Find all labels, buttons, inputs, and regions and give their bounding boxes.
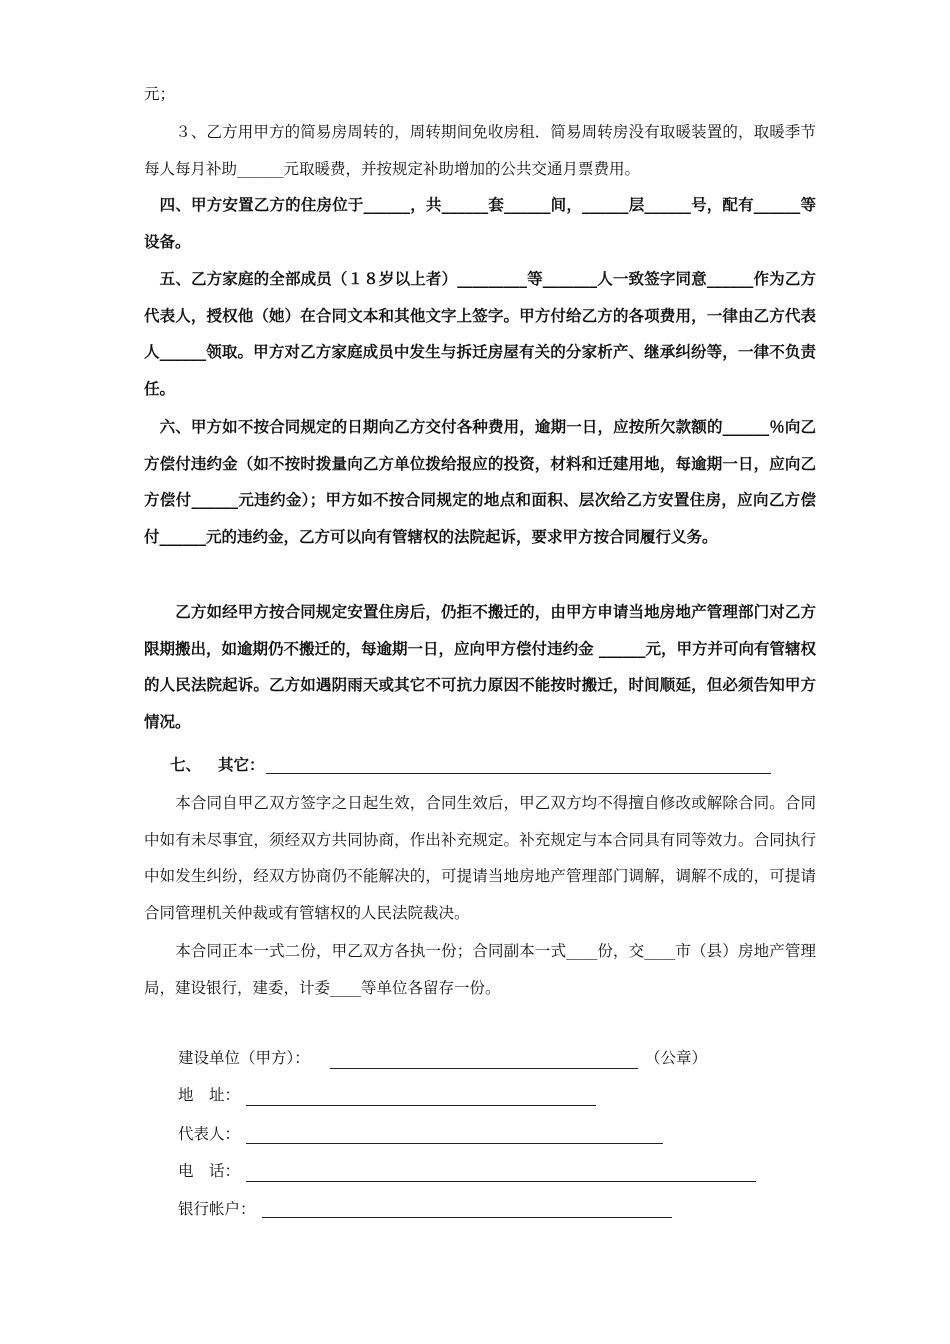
- paragraph-continuation: 元；: [144, 85, 176, 103]
- seal-note: （公章）: [645, 1049, 708, 1067]
- bank-account-blank-line: [262, 1217, 672, 1218]
- paragraph-clause-3: ３、乙方用甲方的简易房周转的，周转期间免收房租．简易周转房没有取暖装置的，取暖季节每人每月补助______元取暖费，并按规定补助增加的公共交通月票费用。: [144, 123, 816, 178]
- paragraph-article-5: 五、乙方家庭的全部成员（１８岁以上者）_________等_______人一致签字同意______作为乙方代表人，授权他（她）在合同文本和其他文字上签字。甲方付给乙方的各项费用，一律由乙方代表人______领取。甲方对乙方家庭成员中发生与拆迁房屋有关的分家析产、继承纠纷等，一律不负责任。: [144, 269, 816, 398]
- bank-account-label: 银行帐户：: [178, 1200, 256, 1218]
- unit-blank-line: [330, 1068, 638, 1069]
- article-7-number: 七、: [170, 755, 202, 774]
- representative-label: 代表人：: [178, 1125, 241, 1143]
- paragraph-article-4: 四、甲方安置乙方的住房位于______，共______套______间，______层______号，配有______等设备。: [144, 195, 816, 251]
- article-7-blank-line: [266, 773, 771, 774]
- paragraph-article-6: 六、甲方如不按合同规定的日期向乙方交付各种费用，逾期一日，应按所欠款额的______％向乙方偿付违约金（如不按时拨量向乙方单位拨给报应的投资，材料和迁建用地，每逾期一日，应向乙方偿付______元违约金）；甲方如不按合同规定的地点和面积、层次给乙方安置住房，应向乙方偿付______元的违约金，乙方可以向有管辖权的法院起诉，要求甲方按合同履行义务。: [144, 417, 816, 546]
- address-blank-line: [246, 1105, 596, 1106]
- phone-label: 电 话：: [178, 1162, 241, 1180]
- phone-blank-line: [246, 1181, 756, 1182]
- article-7-label: 其它：: [218, 755, 265, 774]
- paragraph-effectiveness: 本合同自甲乙双方签字之日起生效，合同生效后，甲乙双方均不得擅自修改或解除合同。合同中如有未尽事宜，须经双方共同协商，作出补充规定。补充规定与本合同具有同等效力。合同执行中如发生纠纷，经双方协商仍不能解决的，可提请当地房地产管理部门调解，调解不成的，可提请合同管理机关仲裁或有管辖权的人民法院裁决。: [144, 794, 816, 922]
- paragraph-relocation-refusal: 乙方如经甲方按合同规定安置住房后，仍拒不搬迁的，由甲方申请当地房地产管理部门对乙方限期搬出，如逾期仍不搬迁的，每逾期一日，应向甲方偿付违约金 ______元，甲方并可向有管辖权的人民法院起诉。乙方如遇阴雨天或其它不可抗力原因不能按时搬迁，时间顺延，但必须告知甲方情况。: [144, 602, 816, 731]
- unit-label: 建设单位（甲方）：: [178, 1049, 310, 1067]
- paragraph-copies: 本合同正本一式二份，甲乙双方各执一份；合同副本一式____份，交____市（县）房地产管理局，建设银行，建委，计委____等单位各留存一份。: [144, 942, 816, 997]
- representative-blank-line: [246, 1143, 663, 1144]
- address-label: 地 址：: [178, 1086, 241, 1104]
